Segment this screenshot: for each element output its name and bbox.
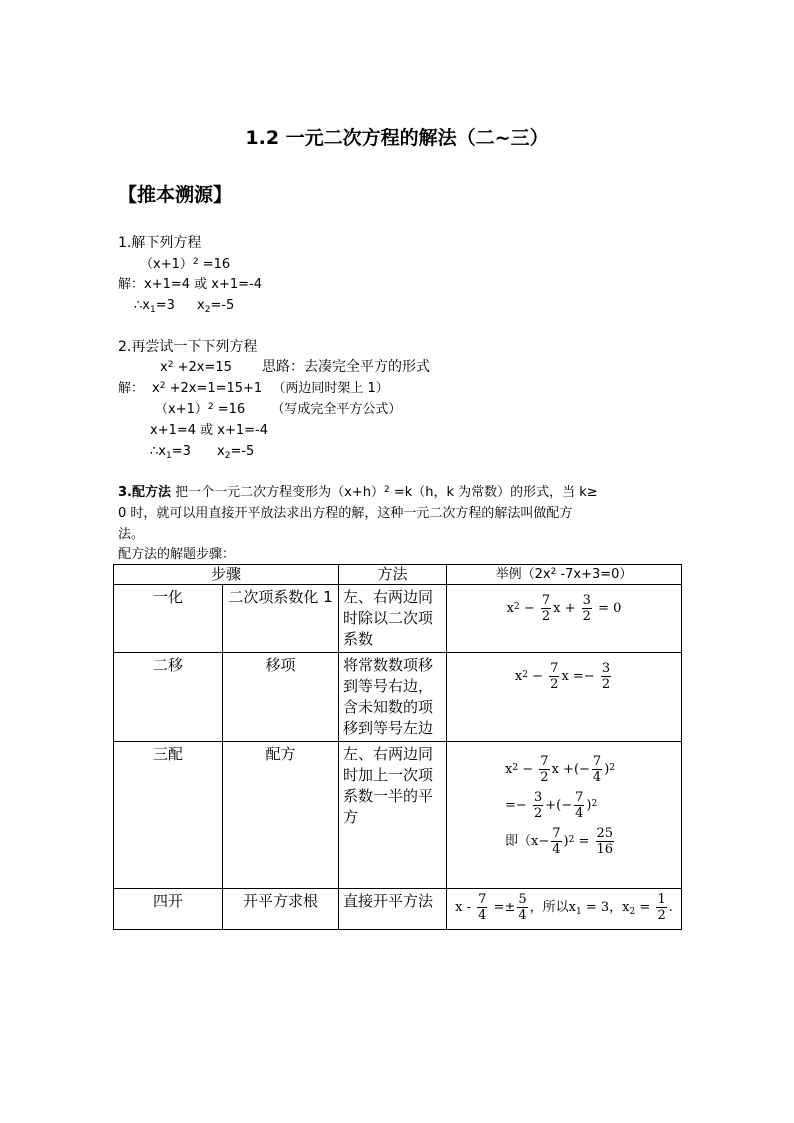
row-action: 配方 bbox=[223, 742, 339, 889]
table-row bbox=[114, 742, 682, 889]
part2-step3: x+1=4 或 x+1=-4 bbox=[150, 423, 268, 438]
steps-label: 配方法的解题步骤： bbox=[118, 547, 236, 562]
row-example: $x^2$ − $\frac{7}{2}$ x +(− $\frac{7}{4}$ )$^2$ =− $\frac{3}{2}$ +(− $\frac{7}{4}$ )$^2$ 即（x− $\frac{7}{4}$ )$^2$ = $\frac{25}{16}$ bbox=[447, 742, 682, 889]
row-step: 三配 bbox=[114, 742, 223, 889]
row-action: 开平方求根 bbox=[223, 889, 339, 930]
row-step: 二移 bbox=[114, 653, 223, 742]
part1-result: $\therefore x_1=3$ $x_2=-5$ bbox=[134, 298, 235, 315]
part2-result: $\therefore x_1=3$ $x_2=-5$ bbox=[150, 444, 255, 461]
part1-solution: 解：x+1=4 或 x+1=-4 bbox=[118, 277, 262, 292]
table-row bbox=[114, 653, 682, 742]
part2-step2: $(x+1)^2 =16$ （写成完全平方公式） bbox=[155, 402, 402, 417]
header-method: 方法 bbox=[339, 565, 447, 585]
part2-step1: 解： $x^2 +2x=1=15+1$ （两边同时架上 1） bbox=[118, 381, 389, 396]
page-title: 1.2 一元二次方程的解法（二~三） bbox=[245, 127, 549, 149]
part3-line3: 法。 bbox=[118, 527, 145, 542]
part1-equation: $(x+1)^2 =16$ bbox=[140, 257, 231, 272]
row-step: 四开 bbox=[114, 889, 223, 930]
row-action: 移项 bbox=[223, 653, 339, 742]
row-action: 二次项系数化 1 bbox=[223, 585, 339, 653]
part3-line1: 3.配方法 把一个一元二次方程变形为$(x+h)^2 =k(h$，k 为常数）的形式，当 k≥ bbox=[118, 485, 598, 500]
row-method: 左、右两边同时加上一次项系数一半的平方 bbox=[339, 742, 447, 889]
header-step: 步骤 bbox=[114, 565, 339, 585]
row-method: 直接开平方法 bbox=[339, 889, 447, 930]
part2-heading: 2.再尝试一下下列方程 bbox=[118, 339, 258, 355]
section-heading: 【推本溯源】 bbox=[118, 184, 233, 206]
table-row bbox=[114, 585, 682, 653]
row-method: 左、右两边同时除以二次项系数 bbox=[339, 585, 447, 653]
row-method: 将常数数项移到等号右边，含未知数的项移到等号左边 bbox=[339, 653, 447, 742]
table-header-row bbox=[114, 565, 682, 585]
header-example: 举例（$2x^2$ -7x+3=0） bbox=[447, 565, 682, 585]
row-step: 一化 bbox=[114, 585, 223, 653]
row-example: x - $\frac{7}{4}$ =± $\frac{5}{4}$ ，所以$x_1 = 3$，$x_2$ = $\frac{1}{2}$ . bbox=[447, 889, 682, 930]
part2-hint: 思路：去凑完全平方的形式 bbox=[262, 359, 430, 375]
part1-heading: 1.解下列方程 bbox=[118, 235, 202, 251]
steps-table bbox=[113, 564, 682, 930]
row-example: $x^2$ − $\frac{7}{2}$ x + $\frac{3}{2}$ = 0 bbox=[447, 585, 682, 653]
row-example: $x^2$ − $\frac{7}{2}$ x =− $\frac{3}{2}$ bbox=[447, 653, 682, 742]
table-row bbox=[114, 889, 682, 930]
part3-line2: 0 时，就可以用直接开平放法求出方程的解，这种一元二次方程的解法叫做配方 bbox=[118, 506, 573, 521]
part2-equation: $x^2 +2x=15$ bbox=[160, 360, 232, 375]
